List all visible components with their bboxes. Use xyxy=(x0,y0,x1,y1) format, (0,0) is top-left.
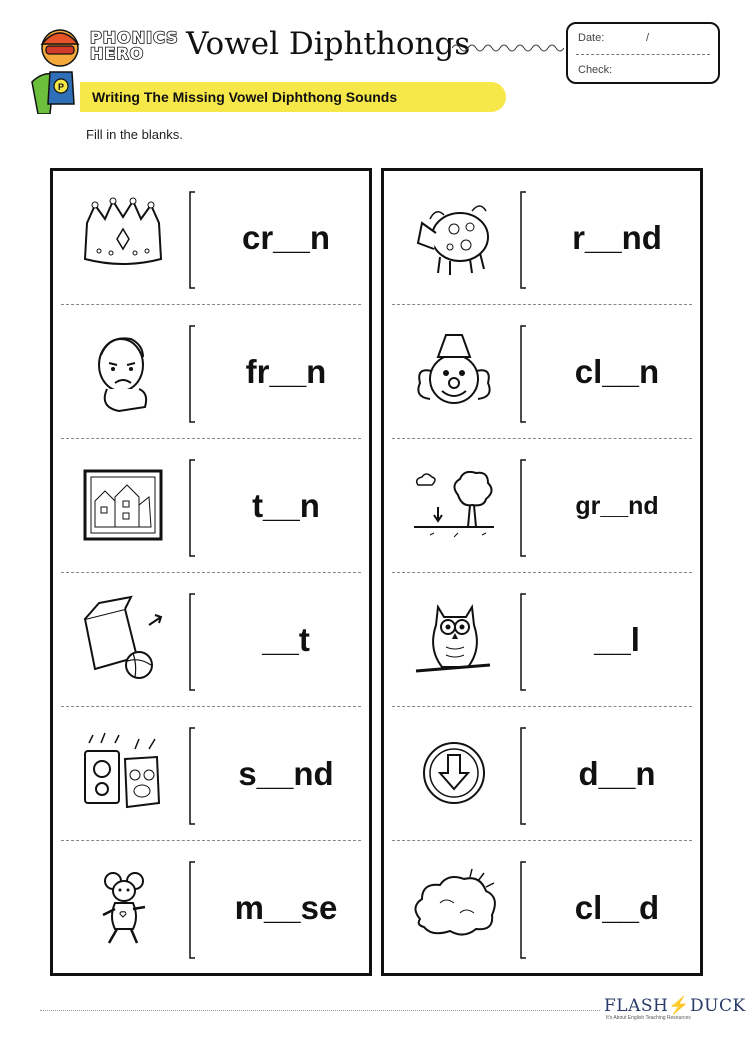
list-item xyxy=(53,439,369,573)
divider-bracket xyxy=(518,459,528,557)
word-blank: cl__d xyxy=(574,889,660,926)
round-pig-cow-icon xyxy=(410,193,498,281)
list-item xyxy=(53,171,369,305)
cloud-icon xyxy=(410,863,498,951)
list-item xyxy=(53,841,369,975)
divider-bracket xyxy=(187,593,197,691)
divider-bracket xyxy=(518,861,528,959)
word-blank: r__nd xyxy=(572,219,662,256)
flashduck-logo xyxy=(604,996,746,1016)
brand-tagline: It's About English Teaching Resources xyxy=(606,1015,691,1021)
subtitle-banner xyxy=(80,82,506,112)
page-title: Vowel Diphthongs xyxy=(186,26,471,62)
svg-text:P: P xyxy=(58,82,65,92)
list-item xyxy=(53,305,369,439)
word-blank: d__n xyxy=(578,755,656,792)
word-blank: __l xyxy=(594,621,640,658)
divider-bracket xyxy=(518,325,528,423)
divider-bracket xyxy=(187,191,197,289)
brand-right: DUCK xyxy=(690,996,746,1016)
list-item xyxy=(384,707,700,841)
check-label: Check: xyxy=(578,64,613,76)
date-box-divider xyxy=(576,54,710,55)
date-check-box xyxy=(566,22,720,84)
list-item xyxy=(384,305,700,439)
lightning-icon: ⚡ xyxy=(668,996,691,1016)
box-and-ball-out-icon xyxy=(79,595,167,683)
word-blank: cl__n xyxy=(574,353,660,390)
loud-speaker-icon xyxy=(79,729,167,817)
down-arrow-icon xyxy=(410,729,498,817)
list-item xyxy=(384,573,700,707)
list-item xyxy=(384,841,700,975)
divider-bracket xyxy=(187,861,197,959)
logo-line-1: PHONICS xyxy=(90,28,179,47)
left-word-panel xyxy=(50,168,372,976)
date-separator: / xyxy=(646,32,650,44)
footer-line xyxy=(40,1010,600,1011)
divider-bracket xyxy=(187,459,197,557)
word-blank: cr__n xyxy=(241,219,331,256)
divider-bracket xyxy=(518,727,528,825)
frowning-boy-icon xyxy=(79,327,167,415)
divider-bracket xyxy=(187,727,197,825)
list-item xyxy=(384,171,700,305)
divider-bracket xyxy=(187,325,197,423)
divider-bracket xyxy=(518,593,528,691)
list-item xyxy=(384,439,700,573)
right-word-panel xyxy=(381,168,703,976)
town-picture-icon xyxy=(79,461,167,549)
owl-icon xyxy=(410,595,498,683)
phonics-hero-logo xyxy=(90,30,180,70)
list-item xyxy=(53,707,369,841)
word-blank: m__se xyxy=(234,889,338,926)
word-blank: t__n xyxy=(252,487,320,524)
list-item xyxy=(53,573,369,707)
crown-icon xyxy=(79,193,167,281)
word-blank: gr__nd xyxy=(575,491,659,520)
decorative-wave-line xyxy=(452,42,564,54)
date-label: Date: xyxy=(578,32,605,44)
phonics-hero-mascot-icon xyxy=(28,22,86,114)
banner-text: Writing The Missing Vowel Diphthong Sounds xyxy=(92,89,398,105)
word-blank: __t xyxy=(262,621,310,658)
word-blank: fr__n xyxy=(245,353,327,390)
tree-on-ground-icon xyxy=(410,461,498,549)
mouse-icon xyxy=(79,863,167,951)
divider-bracket xyxy=(518,191,528,289)
brand-left: FLASH xyxy=(604,996,669,1016)
logo-line-2: HERO xyxy=(90,44,145,63)
clown-icon xyxy=(410,327,498,415)
word-blank: s__nd xyxy=(238,755,334,792)
instructions: Fill in the blanks. xyxy=(86,127,183,142)
